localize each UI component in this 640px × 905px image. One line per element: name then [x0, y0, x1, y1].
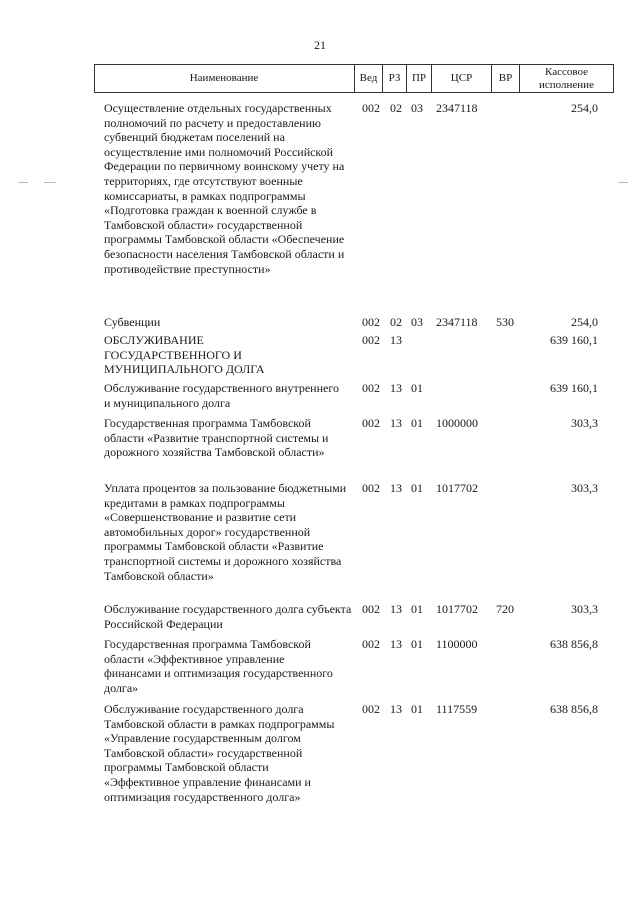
row-pr: 01: [411, 381, 423, 395]
header-kas-line2: исполнение: [539, 79, 594, 91]
row-kas: 639 160,1: [550, 381, 598, 395]
header-kas-line1: Кассовое: [545, 66, 588, 78]
row-name: Обслуживание государственного долга Тамбовской области в рамках подпрограммы «Управление государственным долгом Тамбовской области» государственной программы Тамбовской области «Эффективное управление финансами и оптимизация государственного долга»: [104, 702, 335, 804]
header-vr: ВР: [498, 72, 513, 84]
row-pr: 01: [411, 416, 423, 430]
row-kas: 303,3: [571, 602, 598, 616]
row-rz: 13: [390, 481, 402, 495]
row-rz: 13: [390, 702, 402, 716]
row-rz: 13: [390, 602, 402, 616]
row-csr: 1017702: [436, 481, 478, 495]
row-csr: 1100000: [436, 637, 478, 651]
row-rz: 13: [390, 416, 402, 430]
header-ved: Вед: [359, 72, 378, 84]
header-csr: ЦСР: [450, 72, 473, 84]
header-divider: [613, 64, 614, 93]
row-vr: 530: [496, 315, 514, 329]
row-ved: 002: [362, 602, 380, 616]
row-ved: 002: [362, 315, 380, 329]
row-pr: 03: [411, 101, 423, 115]
row-pr: 01: [411, 702, 423, 716]
row-csr: 2347118: [436, 315, 478, 329]
row-name: Обслуживание государственного внутреннего и муниципального долга: [104, 381, 339, 410]
row-csr: 2347118: [436, 101, 478, 115]
row-ved: 002: [362, 416, 380, 430]
row-kas: 303,3: [571, 416, 598, 430]
row-kas: 303,3: [571, 481, 598, 495]
header-rz: РЗ: [388, 72, 401, 84]
scan-edge-mark: [44, 182, 56, 183]
scan-edge-mark: [618, 182, 628, 183]
row-name: Государственная программа Тамбовской области «Развитие транспортной системы и дорожного хозяйства Тамбовской области»: [104, 416, 329, 460]
row-kas: 254,0: [571, 315, 598, 329]
row-csr: 1017702: [436, 602, 478, 616]
row-vr: 720: [496, 602, 514, 616]
row-pr: 01: [411, 602, 423, 616]
row-ved: 002: [362, 333, 380, 347]
row-name: Осуществление отдельных государственных полномочий по расчету и предоставлению субвенций бюджетам поселений на осуществление ими полномочий Российской Федерации по первичному воинскому учету на территориях, где отсутствуют военные комиссариаты, в рамках подпрограммы «Подготовка граждан к военной службе в Тамбовской области» государственной программы Тамбовской области «Обеспечение безопасности населения Тамбовской области и противодействие преступности»: [104, 101, 345, 276]
scan-edge-mark: [18, 182, 28, 183]
row-ved: 002: [362, 481, 380, 495]
row-pr: 01: [411, 637, 423, 651]
row-kas: 638 856,8: [550, 702, 598, 716]
row-rz: 13: [390, 333, 402, 347]
row-kas: 639 160,1: [550, 333, 598, 347]
row-ved: 002: [362, 702, 380, 716]
row-name: Субвенции: [104, 315, 161, 329]
row-name: Государственная программа Тамбовской области «Эффективное управление финансами и оптимизация государственного долга»: [104, 637, 333, 695]
row-pr: 03: [411, 315, 423, 329]
row-kas: 638 856,8: [550, 637, 598, 651]
row-rz: 13: [390, 637, 402, 651]
row-kas: 254,0: [571, 101, 598, 115]
row-rz: 02: [390, 315, 402, 329]
row-pr: 01: [411, 481, 423, 495]
page-number: 21: [314, 38, 326, 52]
header-name: Наименование: [189, 72, 259, 84]
header-pr: ПР: [411, 72, 427, 84]
row-ved: 002: [362, 381, 380, 395]
row-ved: 002: [362, 101, 380, 115]
row-name: Обслуживание государственного долга субъекта Российской Федерации: [104, 602, 352, 631]
row-name: ОБСЛУЖИВАНИЕ ГОСУДАРСТВЕННОГО И МУНИЦИПАЛЬНОГО ДОЛГА: [104, 333, 265, 377]
row-rz: 02: [390, 101, 402, 115]
row-ved: 002: [362, 637, 380, 651]
row-name: Уплата процентов за пользование бюджетными кредитами в рамках подпрограммы «Совершенствование и развитие сети автомобильных дорог» государственной программы Тамбовской области «Развитие транспортной системы и дорожного хозяйства Тамбовской области»: [104, 481, 347, 583]
row-csr: 1000000: [436, 416, 478, 430]
row-csr: 1117559: [436, 702, 478, 716]
row-rz: 13: [390, 381, 402, 395]
